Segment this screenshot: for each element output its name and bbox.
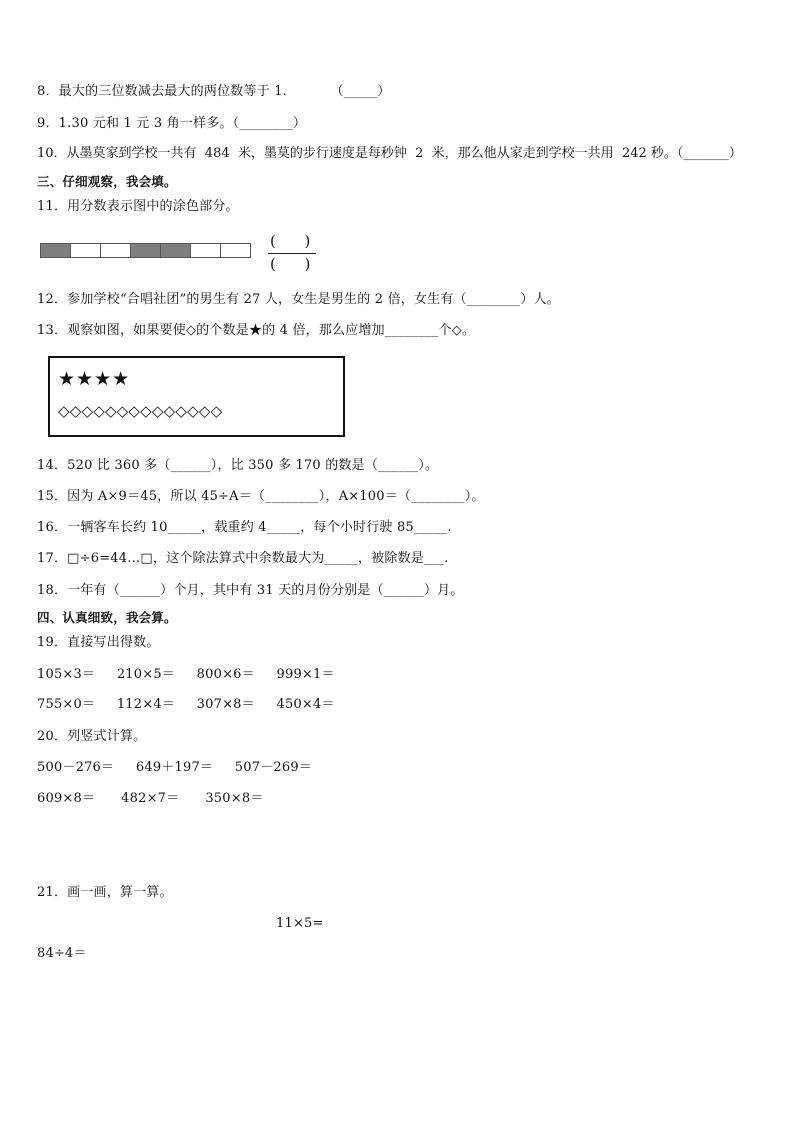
question-14: 14．520 比 360 多（______），比 350 多 170 的数是（______）。 [37,458,439,473]
fraction-strip [40,243,250,258]
numerator-blank[interactable]: ( ) [270,232,311,250]
mental-math-row-2: 755×0＝ 112×4＝ 307×8＝ 450×4＝ [37,697,335,712]
question-8: 8．最大的三位数减去最大的两位数等于 1． （_____） [37,84,391,99]
vertical-calc-row-1: 500－276＝ 649＋197＝ 507－269＝ [37,760,313,775]
fraction-answer-blank[interactable] [268,229,316,275]
question-11: 11．用分数表示图中的涂色部分。 [37,199,239,214]
strip-cell-shaded [160,243,191,258]
question-15: 15．因为 A×9＝45，所以 45÷A＝（________），A×100＝（________）。 [37,489,485,504]
denominator-blank[interactable]: ( ) [270,255,311,273]
question-10: 10．从墨莫家到学校一共有 484 米，墨莫的步行速度是每秒钟 2 米，那么他从家走到学校一共用 242 秒。（_______） [37,146,742,161]
question-9: 9．1.30 元和 1 元 3 角一样多。（________） [37,116,307,131]
stars-row: ★★★★ [58,368,131,390]
strip-cell-shaded [130,243,161,258]
fraction-bar [268,253,316,254]
vertical-calc-row-2: 609×8＝ 482×7＝ 350×8＝ [37,791,264,806]
question-19: 19．直接写出得数。 [37,635,160,650]
question-12: 12．参加学校“合唱社团”的男生有 27 人，女生是男生的 2 倍，女生有（________）人。 [37,292,560,307]
mental-math-row-1: 105×3＝ 210×5＝ 800×6＝ 999×1＝ [37,667,335,682]
diamonds-row: ◇◇◇◇◇◇◇◇◇◇◇◇◇◇ [58,402,223,420]
star-diamond-figure [48,356,345,437]
section-4-heading: 四、认真细致，我会算。 [37,610,177,625]
question-21-expr-a: 11×5= [276,916,324,931]
question-20: 20．列竖式计算。 [37,729,147,744]
question-18: 18．一年有（______）个月，其中有 31 天的月份分别是（______）月。 [37,583,464,598]
strip-cell [220,243,251,258]
question-16: 16．一辆客车长约 10_____，载重约 4_____，每个小时行驶 85_____. [37,520,452,535]
strip-cell [70,243,101,258]
strip-cell [100,243,131,258]
question-17: 17．□÷6=44…□，这个除法算式中余数最大为_____，被除数是___. [37,551,449,566]
question-13: 13．观察如图，如果要使◇的个数是★的 4 倍，那么应增加________个◇。 [37,323,476,338]
strip-cell [190,243,221,258]
section-3-heading: 三、仔细观察，我会填。 [37,174,177,189]
question-21-expr-b: 84÷4＝ [37,946,87,961]
question-21: 21．画一画，算一算。 [37,885,173,900]
strip-cell-shaded [40,243,71,258]
